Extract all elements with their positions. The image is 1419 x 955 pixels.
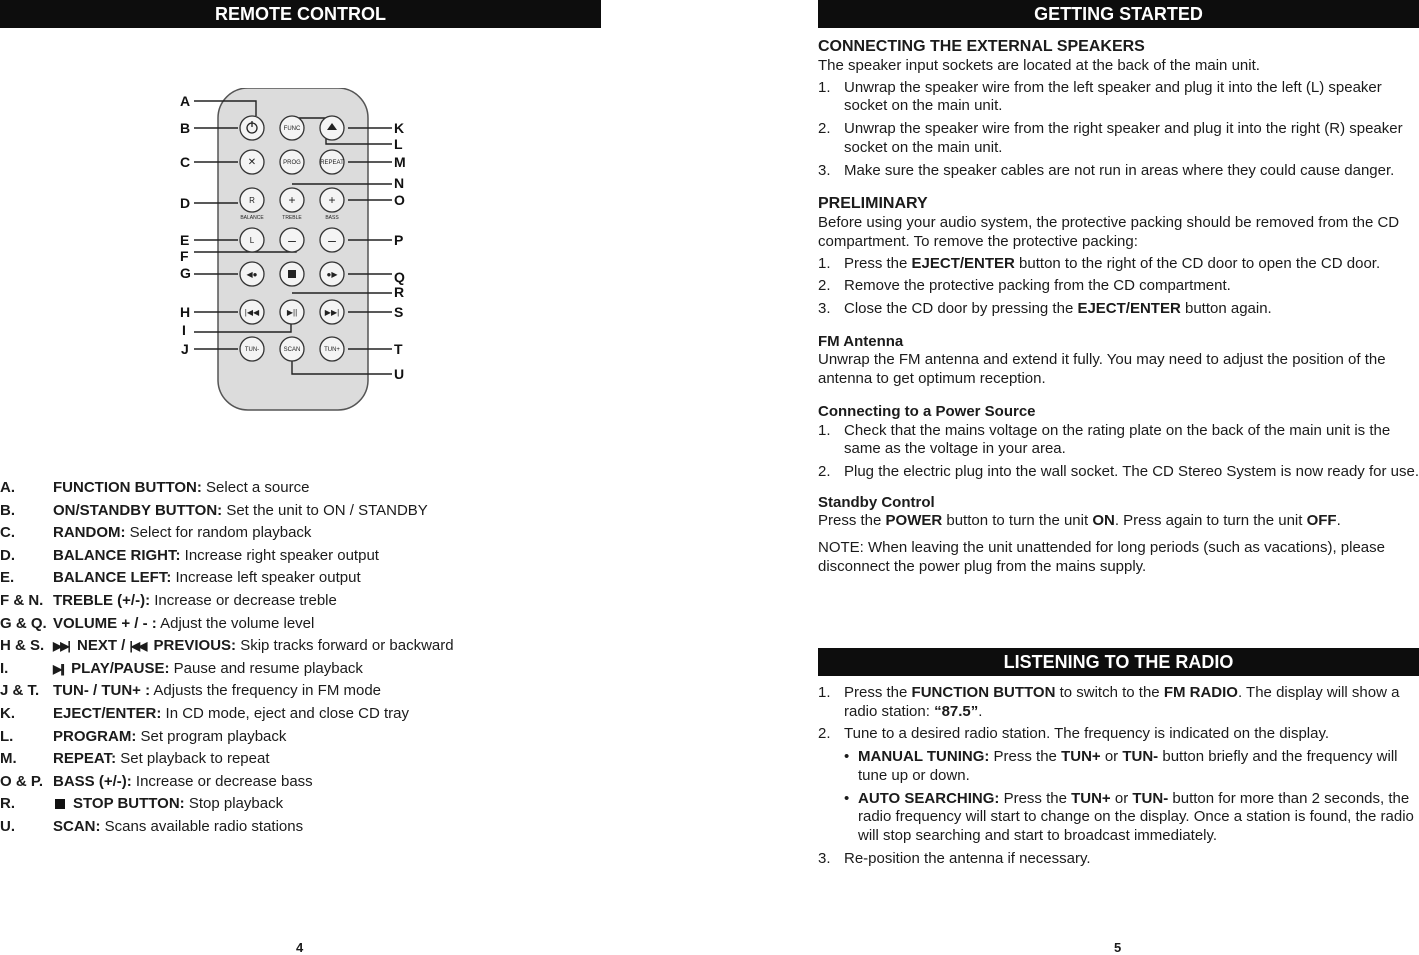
svg-text:M: M (394, 154, 406, 170)
svg-text:R: R (249, 196, 255, 205)
remote-legend (0, 477, 600, 839)
svg-text:FUNC: FUNC (283, 126, 301, 132)
svg-text:BASS: BASS (325, 215, 339, 221)
svg-text:REPEAT: REPEAT (320, 160, 344, 166)
svg-text:H: H (180, 304, 191, 320)
svg-text:K: K (394, 120, 405, 136)
svg-text:BALANCE: BALANCE (240, 215, 264, 221)
svg-text:S: S (394, 304, 404, 320)
stop-icon (55, 799, 65, 809)
svg-text:I: I (182, 322, 186, 338)
svg-text:TUN-: TUN- (244, 347, 260, 353)
svg-text:P: P (394, 232, 404, 248)
list-item: 1. Press the FUNCTION BUTTON to switch to the FM RADIO. The display will show a radio station: “87.5”. (818, 684, 1400, 720)
list-item: 3. Close the CD door by pressing the EJECT/ENTER button again. (818, 300, 1272, 318)
fm-antenna-heading: FM Antenna (818, 332, 904, 350)
legend-item: J & T. TUN- / TUN+ : Adjusts the frequency in FM mode (0, 682, 382, 700)
legend-item: B. ON/STANDBY BUTTON: Set the unit to ON / STANDBY (0, 501, 428, 519)
list-item: 1. Check that the mains voltage on the rating plate on the back of the main unit is the same as the voltage in your area. (818, 421, 1391, 458)
speakers-steps (818, 79, 1419, 181)
svg-text:✕: ✕ (247, 157, 257, 168)
svg-text:C: C (180, 154, 191, 170)
page-number-left: 4 (296, 940, 304, 955)
preliminary-steps (818, 255, 1419, 319)
legend-item: D. BALANCE RIGHT: Increase right speaker output (0, 546, 379, 564)
speakers-heading: CONNECTING THE EXTERNAL SPEAKERS (818, 38, 1145, 55)
list-item: 1. Unwrap the speaker wire from the left speaker and plug it into the left (L) speaker socket on the main unit. (818, 78, 1382, 115)
remote-control-illustration (176, 88, 426, 418)
legend-item: R. STOP BUTTON: Stop playback (0, 795, 284, 813)
listening-radio-banner: LISTENING TO THE RADIO (818, 648, 1419, 676)
preliminary-intro: Before using your audio system, the protective packing should be removed from the CD compartment. To remove the protective packing: (818, 214, 1400, 250)
svg-text:PROG: PROG (283, 160, 301, 166)
svg-text:O: O (394, 192, 405, 208)
svg-text:L: L (394, 136, 403, 152)
list-item: 2. Tune to a desired radio station. The frequency is indicated on the display. • MANUAL TUNING: Press the TUN+ or TUN- button briefly and the frequency will tune up or down. • AUTO SEARCHING: Press the TUN+ or TUN- button for more than 2 seconds, the radio frequency will start to change on the display. Once a station is found, the radio will stop searching and start to broadcast immediately. (818, 725, 1419, 845)
standby-heading: Standby Control (818, 493, 935, 511)
remote-control-banner: REMOTE CONTROL (0, 0, 601, 28)
svg-text:D: D (180, 195, 191, 211)
svg-text:–: – (288, 232, 296, 248)
getting-started-section (818, 37, 1419, 576)
svg-text:R: R (394, 284, 405, 300)
speakers-intro: The speaker input sockets are located at the back of the main unit. (818, 57, 1260, 74)
legend-item: U. SCAN: Scans available radio stations (0, 817, 304, 835)
svg-text:●▶: ●▶ (326, 270, 338, 279)
svg-text:A: A (180, 93, 191, 109)
legend-item: K. EJECT/ENTER: In CD mode, eject and close CD tray (0, 704, 409, 722)
standby-text: Press the POWER button to turn the unit ON. Press again to turn the unit OFF. (818, 512, 1341, 530)
svg-text:–: – (328, 232, 336, 248)
svg-text:SCAN: SCAN (283, 347, 301, 353)
radio-steps (818, 684, 1419, 868)
svg-text:▶||: ▶|| (286, 308, 298, 317)
svg-text:▶▶|: ▶▶| (324, 308, 340, 317)
remote-letters-left (180, 93, 191, 357)
list-item: 2. Unwrap the speaker wire from the right speaker and plug it into the right (R) speaker socket on the main unit. (818, 120, 1403, 156)
legend-item: H & S. ▶▶| NEXT / |◀◀ PREVIOUS: Skip tracks forward or backward (0, 637, 454, 655)
fm-antenna-text: Unwrap the FM antenna and extend it fully. You may need to adjust the position of the antenna to get optimum reception. (818, 351, 1386, 388)
svg-text:TREBLE: TREBLE (282, 215, 302, 221)
legend-item: L. PROGRAM: Set program playback (0, 727, 287, 745)
preliminary-heading: PRELIMINARY (818, 195, 928, 213)
svg-text:TUN+: TUN+ (324, 347, 340, 353)
legend-item: F & N. TREBLE (+/-): Increase or decrease treble (0, 591, 337, 609)
legend-item: E. BALANCE LEFT: Increase left speaker output (0, 569, 361, 587)
power-steps (818, 422, 1419, 482)
page-number-right: 5 (1114, 940, 1122, 955)
auto-searching-bullet: • AUTO SEARCHING: Press the TUN+ or TUN- button for more than 2 seconds, the radio frequency will start to change on the display. Once a station is found, the radio will stop searching and start to broadcast immediately. (844, 789, 1414, 844)
power-heading: Connecting to a Power Source (818, 402, 1036, 420)
svg-text:+: + (288, 193, 296, 207)
legend-item: A. FUNCTION BUTTON: Select a source (0, 479, 310, 496)
svg-text:+: + (328, 193, 336, 207)
svg-text:B: B (180, 120, 191, 136)
list-item: 2. Plug the electric plug into the wall socket. The CD Stereo System is now ready for use. (818, 462, 1419, 480)
legend-item: I. ▶|| PLAY/PAUSE: Pause and resume playback (0, 659, 363, 677)
list-item: 3. Re-position the antenna if necessary. (818, 849, 1091, 867)
list-item: 1. Press the EJECT/ENTER button to the right of the CD door to open the CD door. (818, 254, 1381, 272)
legend-item: G & Q. VOLUME + / - : Adjust the volume level (0, 614, 315, 632)
list-item: 3. Make sure the speaker cables are not run in areas where they could cause danger. (818, 161, 1395, 179)
svg-text:F: F (180, 248, 189, 264)
list-item: 2. Remove the protective packing from the CD compartment. (818, 277, 1231, 295)
manual-tuning-bullet: • MANUAL TUNING: Press the TUN+ or TUN- button briefly and the frequency will tune up or down. (844, 748, 1398, 784)
svg-text:T: T (394, 341, 403, 357)
previous-track-icon: |◀◀ (129, 639, 146, 654)
svg-text:J: J (181, 341, 189, 357)
legend-item: M. REPEAT: Set playback to repeat (0, 750, 270, 768)
svg-text:L: L (249, 236, 255, 245)
note-text: NOTE: When leaving the unit unattended for long periods (such as vacations), please disconnect the power plug from the mains supply. (818, 539, 1385, 575)
getting-started-banner: GETTING STARTED (818, 0, 1419, 28)
legend-item: O & P. BASS (+/-): Increase or decrease bass (0, 772, 313, 790)
svg-text:◀●: ◀● (246, 270, 258, 279)
next-track-icon: ▶▶| (53, 639, 69, 654)
radio-section (818, 684, 1419, 872)
svg-text:E: E (180, 232, 190, 248)
remote-letters-right (394, 120, 406, 382)
svg-text:|◀◀: |◀◀ (244, 308, 260, 317)
svg-text:U: U (394, 366, 405, 382)
svg-text:G: G (180, 265, 191, 281)
play-pause-icon: ▶|| (53, 661, 63, 676)
svg-text:Q: Q (394, 269, 405, 285)
svg-text:N: N (394, 175, 405, 191)
legend-item: C. RANDOM: Select for random playback (0, 524, 312, 542)
